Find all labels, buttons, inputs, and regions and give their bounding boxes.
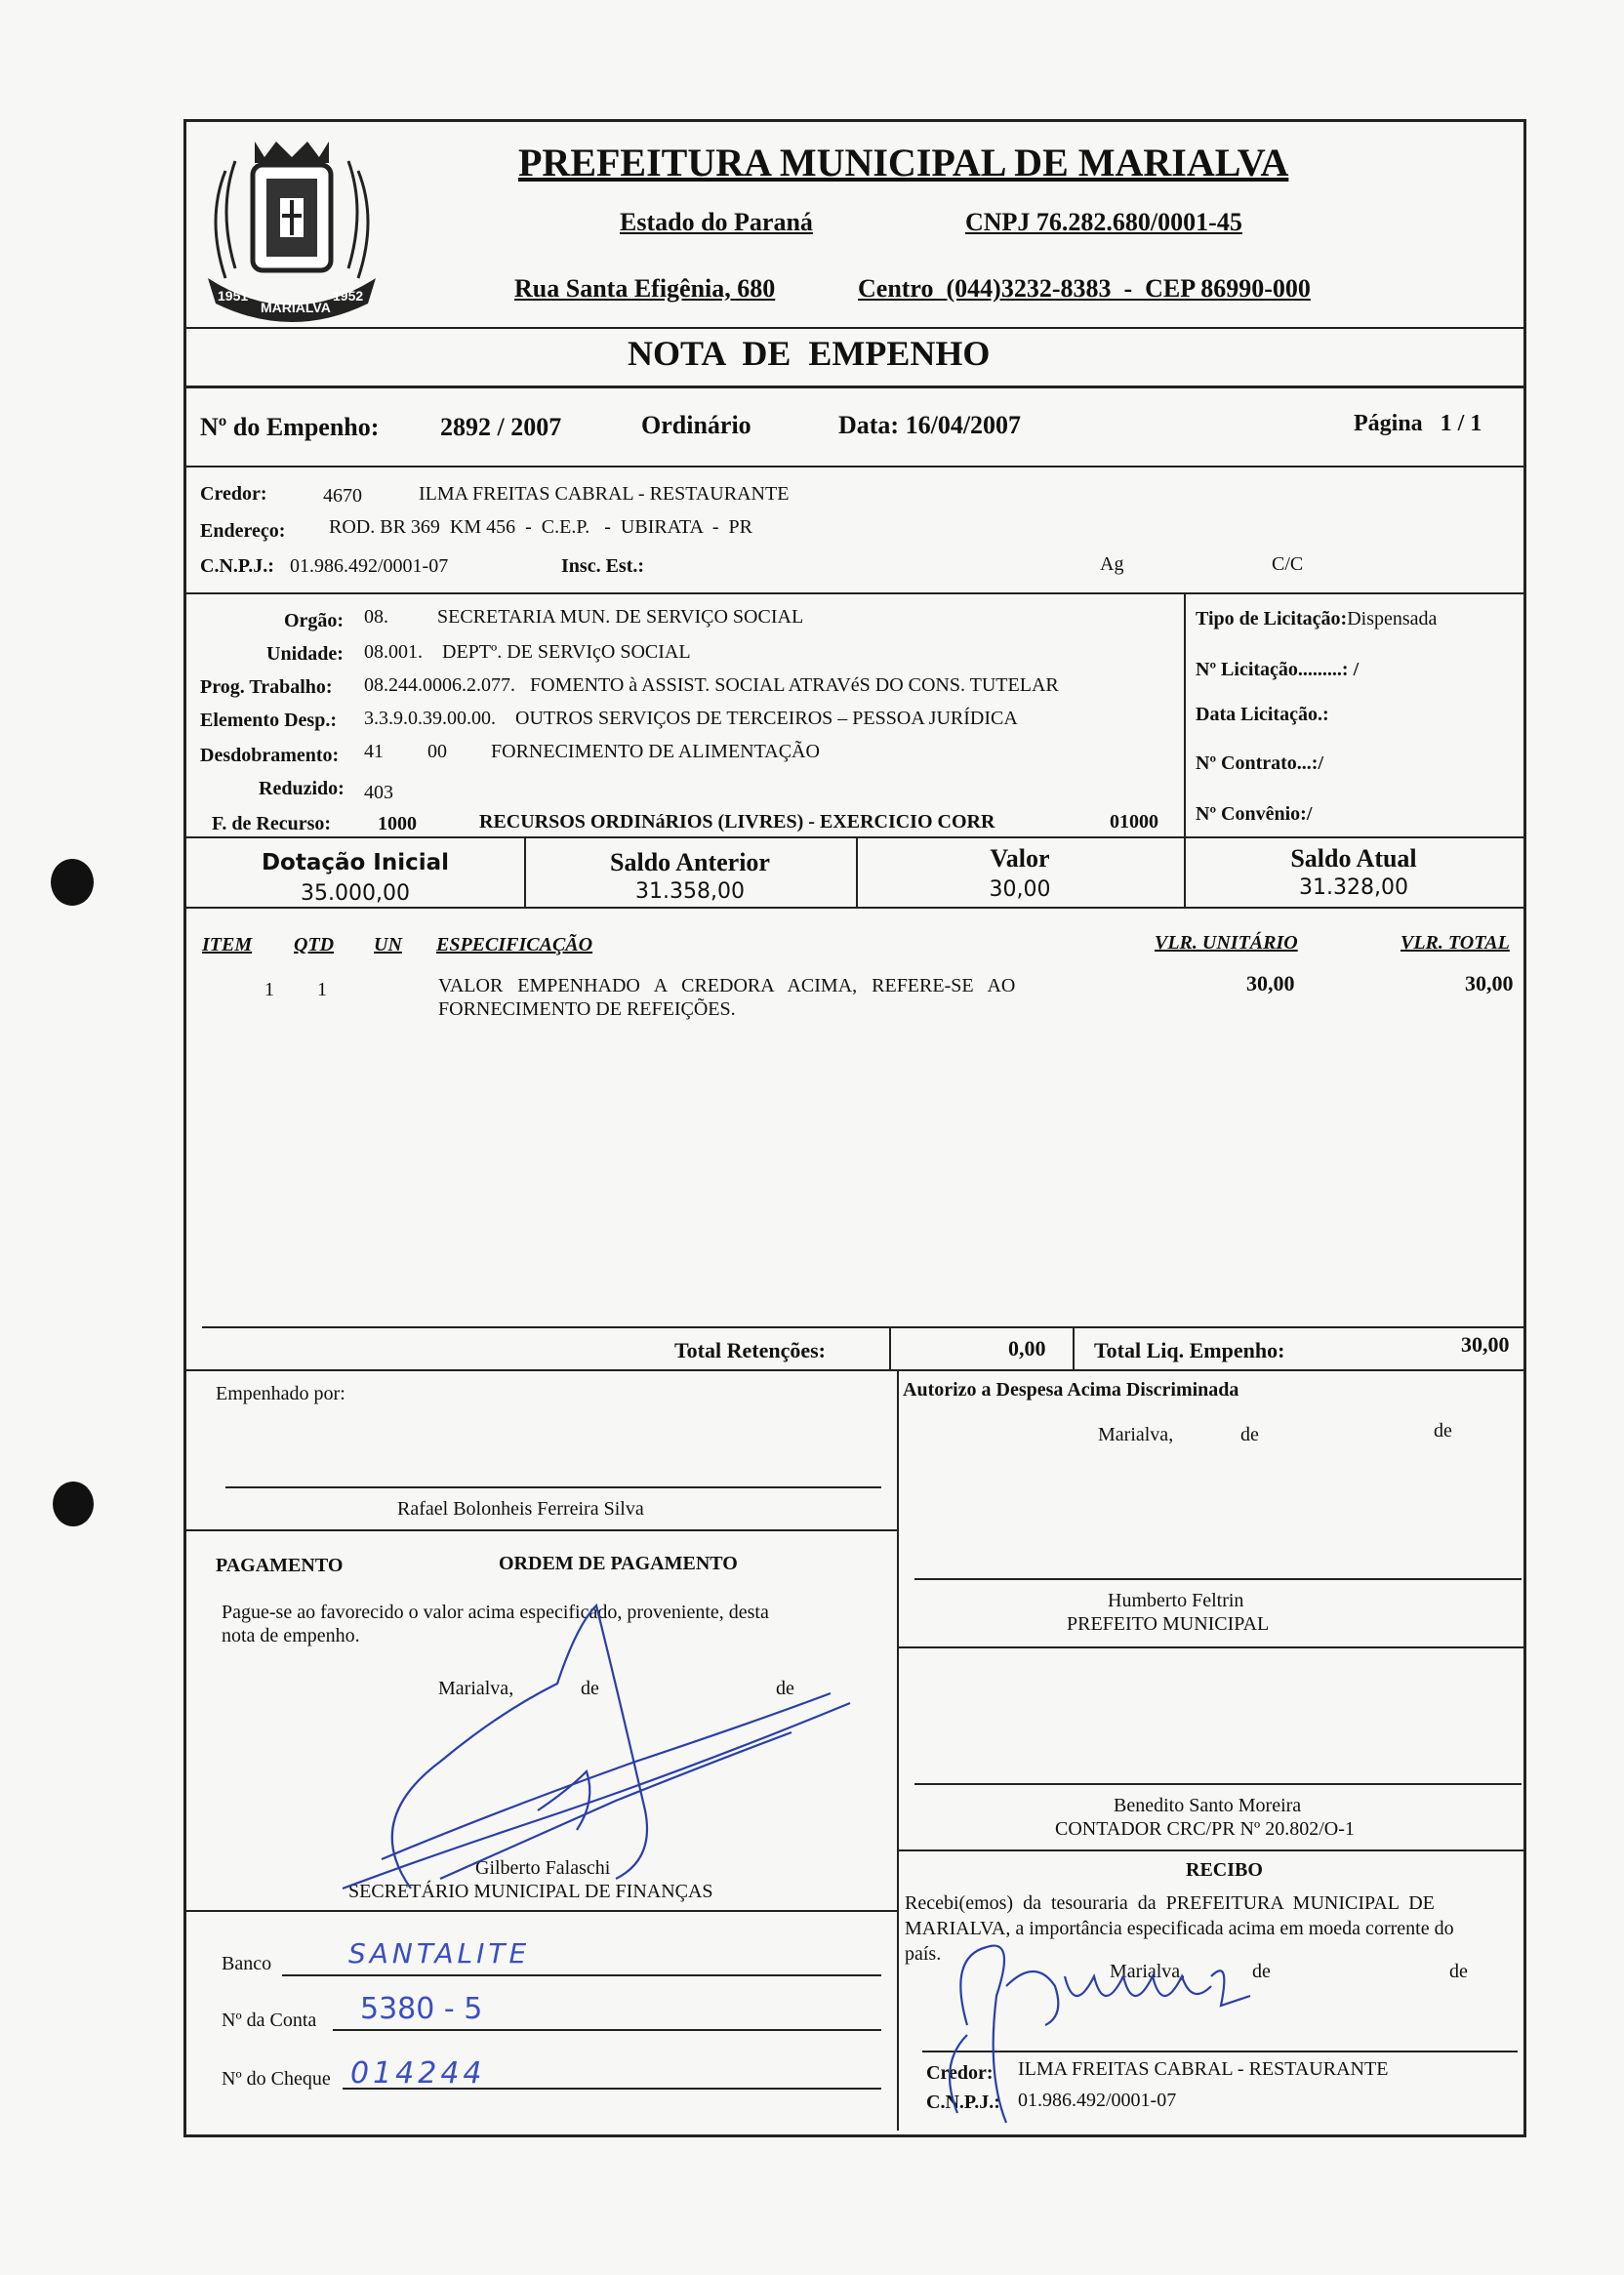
col-especificacao: ESPECIFICAÇÃO bbox=[436, 934, 593, 955]
conta-line bbox=[333, 2029, 881, 2031]
orgao-label: Orgão: bbox=[284, 610, 345, 631]
recibo-de1: de bbox=[1252, 1961, 1271, 1982]
prefeito-name: Humberto Feltrin bbox=[1108, 1590, 1244, 1611]
divider bbox=[897, 1646, 1523, 1648]
col-item: ITEM bbox=[202, 934, 253, 955]
divider bbox=[889, 1326, 891, 1369]
divider bbox=[186, 1369, 1523, 1371]
elemento-label: Elemento Desp.: bbox=[200, 710, 337, 731]
signature-line bbox=[225, 1486, 881, 1488]
cheque-label: Nº do Cheque bbox=[222, 2068, 331, 2090]
divider bbox=[1184, 592, 1186, 836]
pagamento-label: PAGAMENTO bbox=[216, 1555, 344, 1576]
cnpj-credor-label: C.N.P.J.: bbox=[200, 555, 274, 577]
credor-label: Credor: bbox=[200, 483, 267, 505]
reduzido-value: 403 bbox=[364, 782, 393, 803]
col-un: UN bbox=[374, 934, 402, 955]
divider bbox=[186, 327, 1523, 329]
municipal-crest bbox=[196, 132, 387, 337]
valor-label: Valor bbox=[990, 844, 1050, 873]
numero-contrato: Nº Contrato...:/ bbox=[1196, 752, 1324, 774]
crest-city: MARIALVA bbox=[261, 300, 331, 315]
recibo-cnpj-value: 01.986.492/0001-07 bbox=[1018, 2090, 1177, 2111]
total-liquido-value: 30,00 bbox=[1461, 1332, 1510, 1357]
total-liquido-label: Total Liq. Empenho: bbox=[1094, 1338, 1285, 1362]
autorizo-label: Autorizo a Despesa Acima Discriminada bbox=[903, 1379, 1239, 1401]
pagamento-de2: de bbox=[776, 1678, 794, 1699]
recibo-de2: de bbox=[1449, 1961, 1468, 1982]
divider bbox=[186, 386, 1523, 388]
autorizo-city: Marialva, bbox=[1098, 1424, 1174, 1445]
recurso-label: F. de Recurso: bbox=[212, 813, 332, 834]
conta-label: Nº da Conta bbox=[222, 2010, 317, 2031]
signature-line bbox=[914, 1578, 1522, 1580]
col-vlr-total: VLR. TOTAL bbox=[1401, 932, 1510, 954]
tipo-licitacao-label-text: Tipo de Licitação: bbox=[1196, 608, 1348, 630]
credor-code: 4670 bbox=[323, 485, 362, 507]
item-spec-line2: FORNECIMENTO DE REFEIÇÕES. bbox=[438, 998, 736, 1020]
item-unit-value: 30,00 bbox=[1246, 971, 1295, 995]
pagamento-de1: de bbox=[581, 1678, 599, 1699]
recurso-description: RECURSOS ORDINáRIOS (LIVRES) - EXERCICIO CORR bbox=[479, 811, 995, 833]
recurso-code: 1000 bbox=[378, 813, 417, 834]
recibo-city: Marialva, bbox=[1110, 1961, 1186, 1982]
recibo-credor-value: ILMA FREITAS CABRAL - RESTAURANTE bbox=[1018, 2058, 1389, 2080]
crest-year-left: 1951 bbox=[218, 288, 249, 304]
nota-empenho-form bbox=[183, 119, 1526, 2137]
desdobramento-value: 41 00 FORNECIMENTO DE ALIMENTAÇÃO bbox=[364, 741, 820, 762]
recibo-cnpj-label: C.N.P.J.: bbox=[926, 2092, 1000, 2113]
autorizo-de2: de bbox=[1434, 1420, 1452, 1442]
reduzido-label: Reduzido: bbox=[259, 778, 345, 799]
total-retencoes-value: 0,00 bbox=[1008, 1336, 1046, 1361]
secretario-signature bbox=[245, 1566, 928, 1937]
autorizo-de1: de bbox=[1240, 1424, 1259, 1445]
tipo-licitacao-label bbox=[1196, 608, 1437, 630]
empenho-type: Ordinário bbox=[641, 411, 751, 439]
prefeito-role: PREFEITO MUNICIPAL bbox=[1067, 1613, 1270, 1635]
empenhado-label: Empenhado por: bbox=[216, 1383, 345, 1404]
banco-value: SANTALITE bbox=[348, 1937, 531, 1970]
prog-label: Prog. Trabalho: bbox=[200, 676, 333, 698]
contador-name: Benedito Santo Moreira bbox=[1114, 1795, 1302, 1816]
item-total-value: 30,00 bbox=[1465, 971, 1514, 995]
page-title: PREFEITURA MUNICIPAL DE MARIALVA bbox=[518, 141, 1289, 184]
insc-label: Insc. Est.: bbox=[561, 555, 645, 577]
address-rest: Centro (044)3232-8383 - CEP 86990-000 bbox=[858, 274, 1311, 303]
pagamento-text-line2: nota de empenho. bbox=[222, 1625, 360, 1646]
recibo-title: RECIBO bbox=[1186, 1859, 1263, 1881]
tipo-licitacao-value: Dispensada bbox=[1347, 608, 1438, 630]
address-street: Rua Santa Efigênia, 680 bbox=[514, 274, 776, 303]
divider bbox=[186, 592, 1523, 594]
recurso-number: 01000 bbox=[1110, 811, 1158, 833]
cheque-value: 014244 bbox=[350, 2056, 486, 2091]
page-number: Página 1 / 1 bbox=[1354, 411, 1482, 436]
saldo-atual-value: 31.328,00 bbox=[1299, 875, 1408, 900]
pagamento-text-line1: Pague-se ao favorecido o valor acima especificado, proveniente, desta bbox=[222, 1602, 769, 1623]
document-title: NOTA DE EMPENHO bbox=[628, 334, 991, 373]
crest-year-right: 1952 bbox=[333, 288, 364, 304]
valor-value: 30,00 bbox=[989, 877, 1051, 902]
total-retencoes-label: Total Retenções: bbox=[674, 1338, 826, 1362]
secretario-name: Gilberto Falaschi bbox=[475, 1857, 611, 1879]
credor-name: ILMA FREITAS CABRAL - RESTAURANTE bbox=[419, 483, 790, 505]
ordem-pagamento-label: ORDEM DE PAGAMENTO bbox=[499, 1553, 738, 1574]
divider bbox=[202, 1326, 1523, 1328]
recibo-credor-label: Credor: bbox=[926, 2062, 994, 2084]
secretario-role: SECRETÁRIO MUNICIPAL DE FINANÇAS bbox=[348, 1881, 713, 1902]
item-qtd: 1 bbox=[317, 979, 327, 1000]
item-spec-line1: VALOR EMPENHADO A CREDORA ACIMA, REFERE-SE AO bbox=[438, 975, 1016, 996]
banco-line bbox=[282, 1974, 881, 1976]
data-licitacao: Data Licitação.: bbox=[1196, 704, 1329, 725]
divider bbox=[186, 466, 1523, 467]
pagamento-city: Marialva, bbox=[438, 1678, 514, 1699]
dotacao-inicial-value: 35.000,00 bbox=[301, 881, 410, 906]
saldo-anterior-value: 31.358,00 bbox=[635, 879, 745, 904]
recibo-text-line1: Recebi(emos) da tesouraria da PREFEITURA MUNICIPAL DE bbox=[905, 1892, 1435, 1914]
numero-licitacao: Nº Licitação.........: / bbox=[1196, 659, 1360, 680]
banco-label: Banco bbox=[222, 1953, 272, 1974]
desdobramento-label: Desdobramento: bbox=[200, 745, 340, 766]
state-label: Estado do Paraná bbox=[620, 208, 813, 236]
divider bbox=[186, 1529, 897, 1531]
punch-hole-bottom bbox=[53, 1482, 94, 1526]
cc-label: C/C bbox=[1272, 553, 1304, 575]
ag-label: Ag bbox=[1100, 553, 1124, 575]
col-vlr-unitario: VLR. UNITÁRIO bbox=[1155, 932, 1298, 954]
punch-hole-top bbox=[51, 859, 94, 906]
empenhado-name: Rafael Bolonheis Ferreira Silva bbox=[397, 1498, 644, 1520]
prog-value: 08.244.0006.2.077. FOMENTO à ASSIST. SOCIAL ATRAVéS DO CONS. TUTELAR bbox=[364, 674, 1059, 696]
saldo-atual-label: Saldo Atual bbox=[1290, 844, 1417, 873]
empenho-label: Nº do Empenho: bbox=[200, 413, 380, 441]
endereco-label: Endereço: bbox=[200, 520, 286, 542]
unidade-label: Unidade: bbox=[266, 643, 344, 665]
unidade-value: 08.001. DEPTº. DE SERVIçO SOCIAL bbox=[364, 641, 691, 663]
contador-role: CONTADOR CRC/PR Nº 20.802/O-1 bbox=[1055, 1818, 1355, 1840]
recibo-text-line2: MARIALVA, a importância especificada acima em moeda corrente do bbox=[905, 1918, 1454, 1939]
divider bbox=[1073, 1326, 1075, 1369]
orgao-value: 08. SECRETARIA MUN. DE SERVIÇO SOCIAL bbox=[364, 606, 804, 628]
empenho-number: 2892 / 2007 bbox=[440, 413, 562, 441]
dotacao-inicial-label: Dotação Inicial bbox=[261, 850, 450, 875]
numero-convenio: Nº Convênio:/ bbox=[1196, 803, 1313, 825]
empenho-date: Data: 16/04/2007 bbox=[838, 411, 1022, 439]
elemento-value: 3.3.9.0.39.00.00. OUTROS SERVIÇOS DE TERCEIROS – PESSOA JURÍDICA bbox=[364, 708, 1018, 729]
divider bbox=[897, 1849, 1523, 1851]
saldo-anterior-label: Saldo Anterior bbox=[610, 848, 770, 876]
divider bbox=[186, 907, 1523, 909]
cnpj-credor-value: 01.986.492/0001-07 bbox=[290, 555, 449, 577]
signature-line bbox=[914, 1783, 1522, 1785]
conta-value: 5380 - 5 bbox=[360, 1992, 483, 2026]
recibo-text-line3: país. bbox=[905, 1943, 942, 1965]
cnpj-label: CNPJ 76.282.680/0001-45 bbox=[965, 208, 1242, 236]
credor-signature bbox=[928, 1918, 1338, 2133]
endereco-value: ROD. BR 369 KM 456 - C.E.P. - UBIRATA - PR bbox=[329, 516, 753, 538]
col-qtd: QTD bbox=[294, 934, 335, 955]
item-number: 1 bbox=[264, 979, 274, 1000]
divider bbox=[186, 836, 1523, 838]
